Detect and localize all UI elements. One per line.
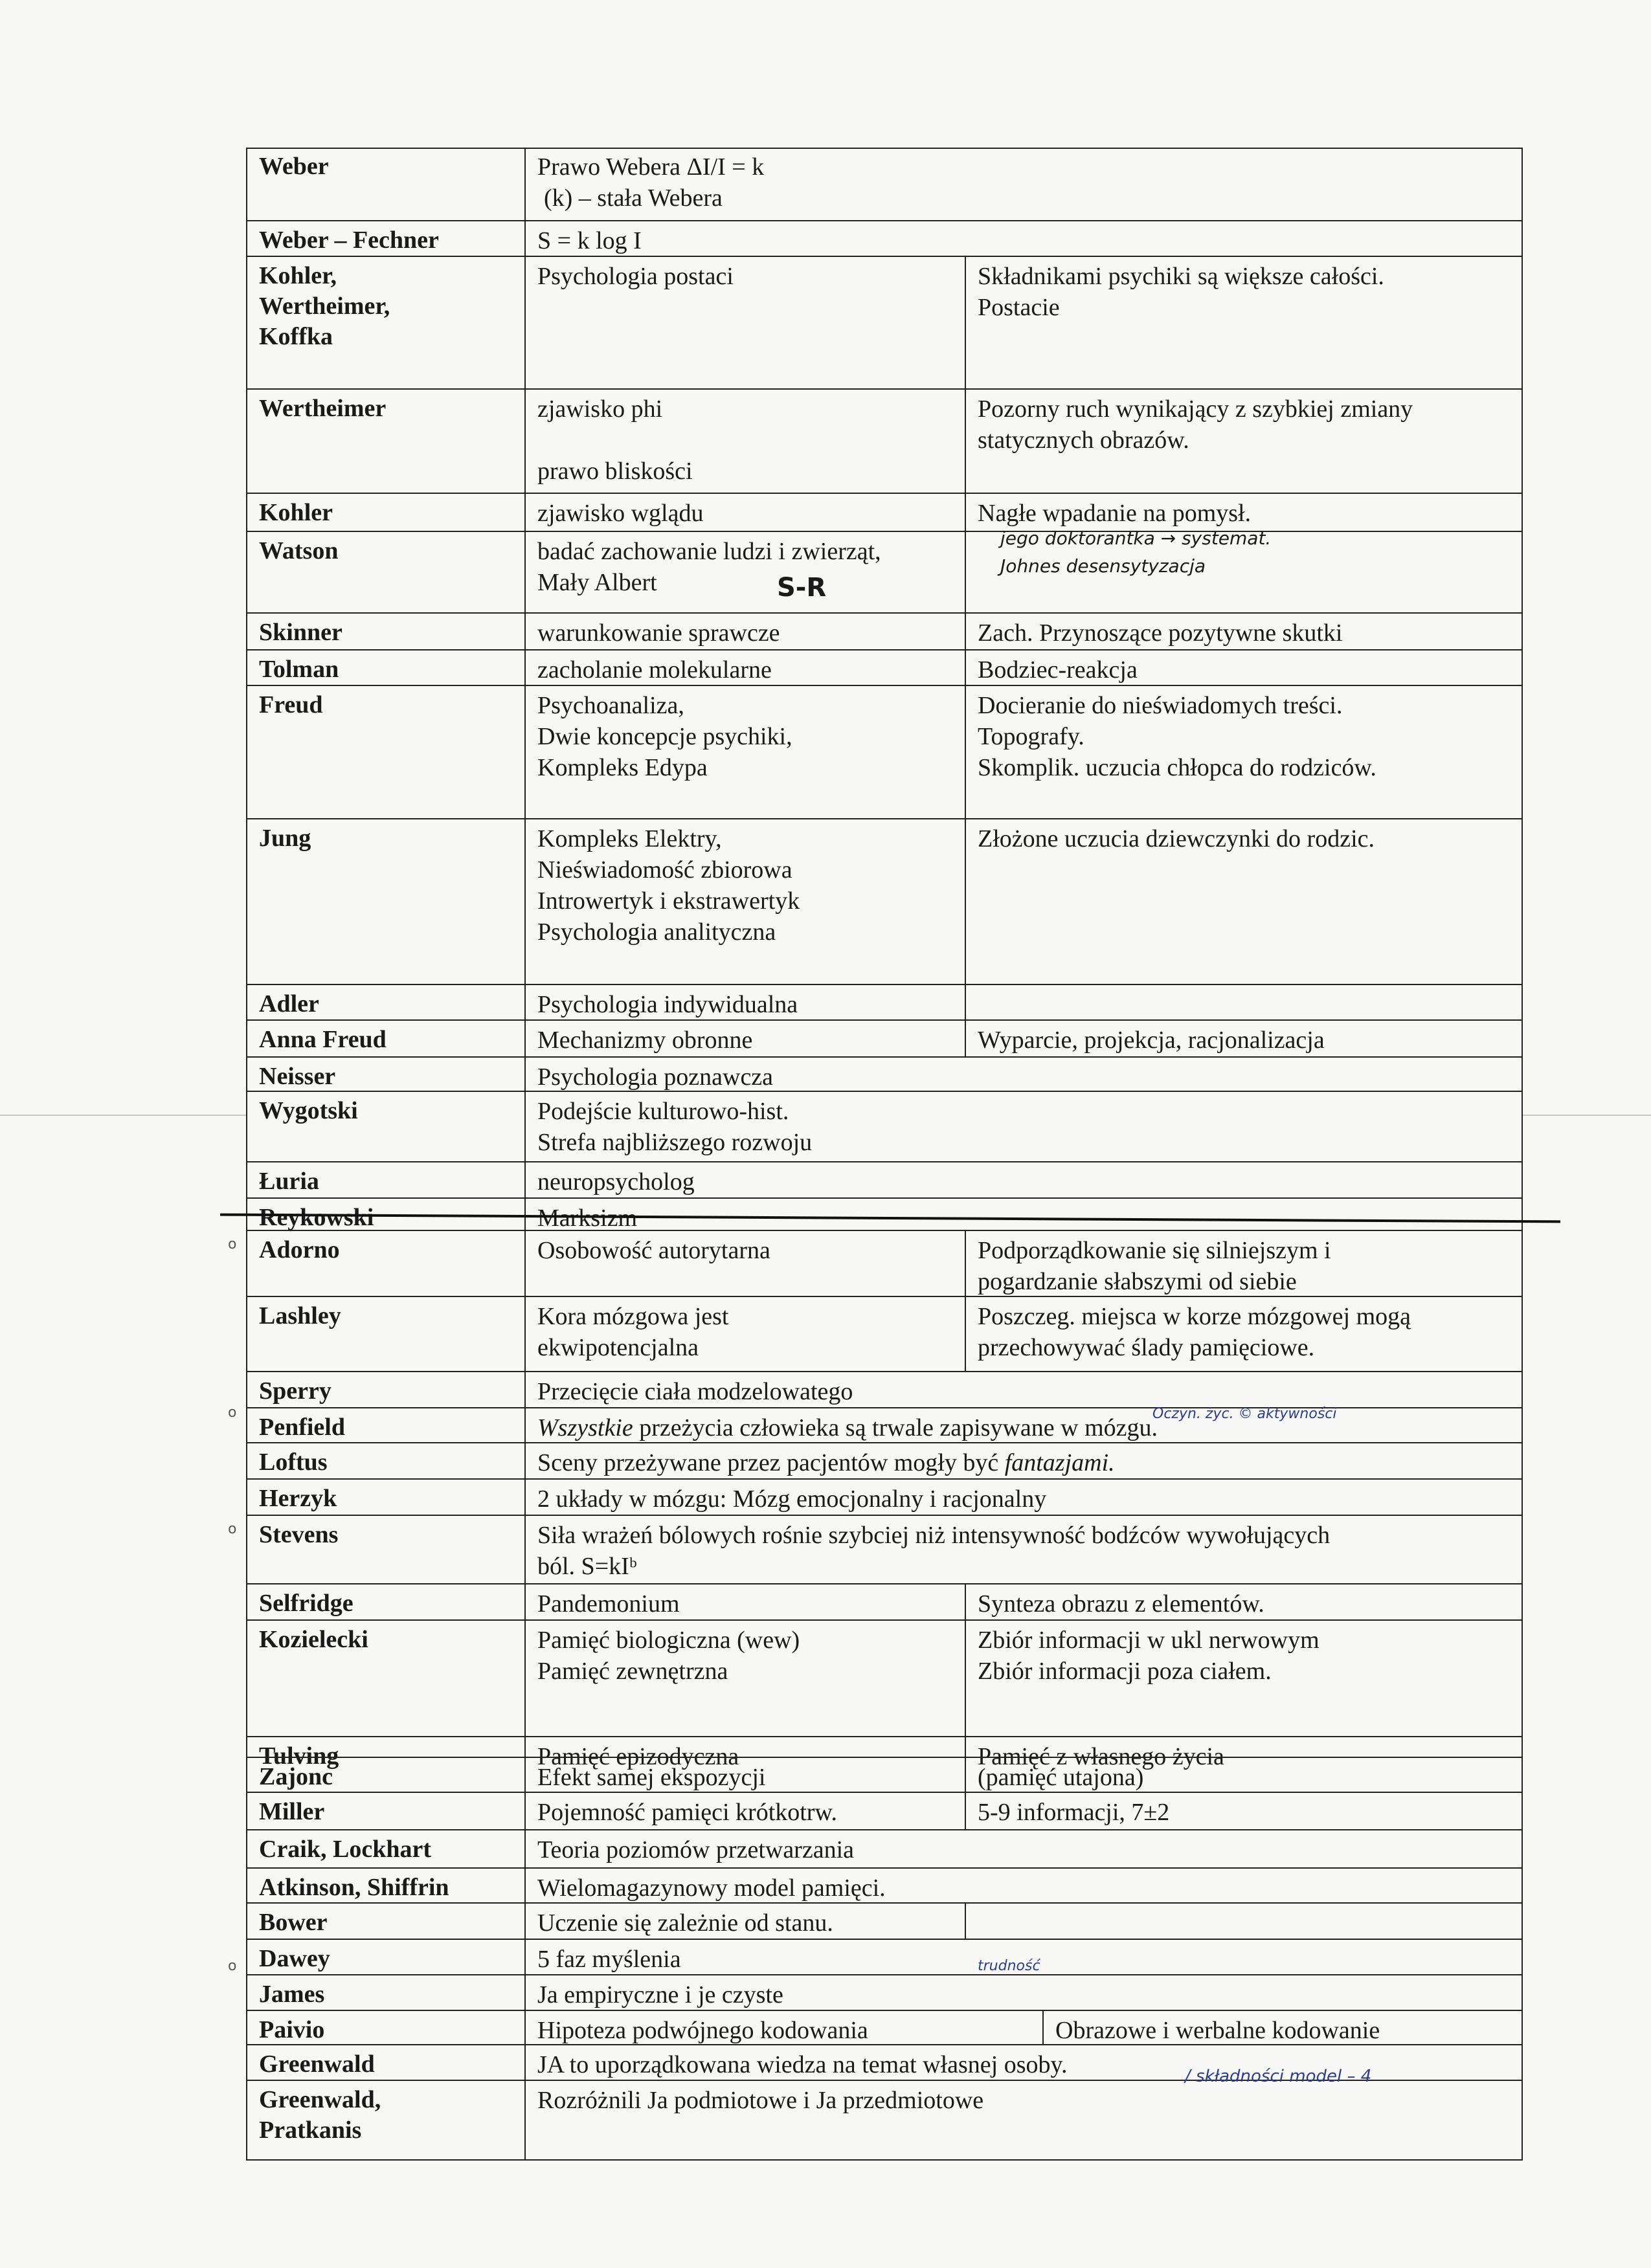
- row-concept: [537, 2015, 868, 2046]
- description-line: Skomplik. uczucia chłopca do rodziców.: [978, 754, 1376, 781]
- column-divider: [965, 494, 966, 532]
- handwritten-note: Oczyn. życ. © aktywności: [1152, 1406, 1337, 1422]
- description-line: Synteza obrazu z elementów.: [978, 1590, 1264, 1618]
- table-row: [246, 1974, 1523, 2010]
- row-concept: [537, 1873, 886, 1904]
- row-concept: [537, 498, 703, 529]
- handwritten-note: jego doktorantka → systemat.: [1000, 528, 1272, 549]
- concept-line: neuropsycholog: [537, 1168, 695, 1195]
- table-row: [246, 1296, 1523, 1371]
- row-description: [978, 1301, 1411, 1363]
- concept-line: Mały Albert: [537, 569, 657, 596]
- row-name: Herzyk: [259, 1485, 337, 1512]
- description-line: Zbiór informacji poza ciałem.: [978, 1658, 1272, 1685]
- row-name: Watson: [259, 537, 339, 564]
- table-row: [246, 1867, 1523, 1902]
- row-name: Paivio: [259, 2016, 325, 2043]
- handwritten-note: Johnes desensytyzacja: [1000, 555, 1206, 577]
- row-name: Neisser: [259, 1063, 336, 1090]
- concept-line: Siła wrażeń bólowych rośnie szybciej niż intensywność bodźców wywołujących: [537, 1522, 1331, 1549]
- concept-line: Sceny przeżywane przez pacjentów mogły być fantazjami.: [537, 1449, 1115, 1476]
- concept-line: JA to uporządkowana wiedza na temat własnej osoby.: [537, 2051, 1068, 2078]
- concept-line: Psychologia indywidualna: [537, 991, 798, 1018]
- row-concept: [537, 654, 772, 685]
- column-divider: [965, 1621, 966, 1737]
- table-row: [246, 388, 1523, 493]
- column-divider: [965, 390, 966, 494]
- row-concept: [537, 617, 780, 649]
- row-description: [978, 1797, 1169, 1828]
- row-description: [978, 1588, 1264, 1619]
- row-concept: [537, 1096, 812, 1158]
- row-name: Kohler: [259, 499, 333, 526]
- concept-line: Uczenie się zależnie od stanu.: [537, 1909, 833, 1937]
- row-concept: [537, 1484, 1046, 1515]
- table-row: [246, 1442, 1523, 1478]
- row-name: Jung: [259, 825, 311, 852]
- handwritten-note: / składności model – 4: [1185, 2067, 1372, 2086]
- table-row: [246, 649, 1523, 685]
- column-divider: [1042, 2011, 1044, 2045]
- margin-mark: o: [228, 1958, 237, 1974]
- row-concept: [537, 1062, 773, 1093]
- concept-line: Psychologia postaci: [537, 263, 734, 290]
- row-concept: [537, 1834, 854, 1865]
- row-name: Craik, Lockhart: [259, 1836, 431, 1863]
- notes-table: [246, 148, 1523, 2161]
- concept-line: zjawisko wglądu: [537, 500, 704, 527]
- table-row: [246, 1736, 1523, 1770]
- row-name: Skinner: [259, 619, 343, 646]
- concept-line: (k) – stała Webera: [544, 184, 723, 212]
- row-name: Lashley: [259, 1302, 341, 1329]
- row-name: Weber – Fechner: [259, 227, 439, 254]
- description-line: Pozorny ruch wynikający z szybkiej zmiany: [978, 395, 1413, 423]
- description-line: statycznych obrazów.: [978, 427, 1189, 454]
- concept-line: ekwipotencjalna: [537, 1334, 699, 1361]
- table-row: [246, 1902, 1523, 1939]
- concept-line: Pamięć zewnętrzna: [537, 1658, 728, 1685]
- description-line: Poszczeg. miejsca w korze mózgowej mogą: [978, 1303, 1411, 1330]
- row-name: James: [259, 1981, 325, 2008]
- description-line: Obrazowe i werbalne kodowanie: [1055, 2017, 1380, 2044]
- margin-mark: o: [228, 1521, 237, 1537]
- table-row: [246, 1939, 1523, 1974]
- description-line: 5-9 informacji, 7±2: [978, 1799, 1170, 1826]
- description-line: Podporządkowanie się silniejszym i: [978, 1237, 1331, 1264]
- row-concept: [537, 151, 764, 214]
- table-row: [246, 493, 1523, 531]
- row-concept: [537, 225, 642, 256]
- concept-line: Wielomagazynowy model pamięci.: [537, 1874, 886, 1902]
- column-divider: [965, 1297, 966, 1372]
- column-divider: [965, 819, 966, 985]
- column-divider: [965, 1737, 966, 1758]
- concept-line: Mechanizmy obronne: [537, 1027, 753, 1054]
- row-name: Kohler, Wertheimer, Koffka: [259, 262, 390, 350]
- table-row: [246, 1197, 1523, 1230]
- description-line: Pamięć z własnego życia: [978, 1743, 1224, 1770]
- concept-line: Psychologia analityczna: [537, 918, 776, 946]
- row-name: Zajonc: [259, 1763, 333, 1790]
- table-row: [246, 1161, 1523, 1197]
- concept-line: warunkowanie sprawcze: [537, 619, 780, 647]
- row-concept: [537, 1235, 770, 1266]
- description-line: Zbiór informacji w ukl nerwowym: [978, 1627, 1320, 1654]
- row-name: Reykowski: [259, 1204, 374, 1231]
- table-row: [246, 1583, 1523, 1619]
- concept-line: ból. S=kIᵇ: [537, 1553, 637, 1580]
- concept-line: 2 układy w mózgu: Mózg emocjonalny i racjonalny: [537, 1485, 1047, 1513]
- table-row: [246, 2010, 1523, 2044]
- row-name: Tolman: [259, 656, 339, 683]
- column-divider: [965, 614, 966, 650]
- row-concept: [537, 1520, 1330, 1582]
- description-line: Wyparcie, projekcja, racjonalizacja: [978, 1027, 1325, 1054]
- concept-line: Pamięć biologiczna (wew): [537, 1627, 800, 1654]
- concept-line: Pojemność pamięci krótkotrw.: [537, 1799, 837, 1826]
- row-concept: [537, 989, 798, 1020]
- row-description: [978, 1235, 1331, 1297]
- fold-line-left: [0, 1115, 246, 1116]
- concept-line: zjawisko phi: [537, 395, 663, 423]
- row-concept: [537, 2049, 1068, 2080]
- column-divider: [965, 257, 966, 390]
- italic-word: Wszystkie: [537, 1414, 633, 1441]
- concept-line: Nieświadomość zbiorowa: [537, 856, 792, 884]
- concept-line: Kompleks Edypa: [537, 754, 708, 781]
- row-name: Adler: [259, 990, 319, 1017]
- row-name: Tulving: [259, 1742, 339, 1770]
- concept-line: 5 faz myślenia: [537, 1946, 681, 1973]
- row-description: [978, 690, 1376, 783]
- description-line: (pamięć utajona): [978, 1764, 1144, 1791]
- row-name: Freud: [259, 691, 323, 718]
- row-concept: [537, 1979, 783, 2010]
- column-divider: [965, 985, 966, 1021]
- column-divider: [965, 1584, 966, 1621]
- description-line: Nagłe wpadanie na pomysł.: [978, 500, 1252, 527]
- handwritten-note: S-R: [777, 573, 827, 603]
- concept-line: Marksizm: [537, 1205, 638, 1232]
- row-name: Weber: [259, 153, 329, 180]
- row-concept: [537, 1376, 853, 1407]
- row-name: Dawey: [259, 1945, 330, 1972]
- row-name: Wygotski: [259, 1097, 358, 1124]
- concept-line: Efekt samej ekspozycji: [537, 1764, 766, 1791]
- row-description: [978, 617, 1343, 649]
- concept-line: Przecięcie ciała modzelowatego: [537, 1378, 853, 1405]
- table-row: [246, 612, 1523, 649]
- concept-line: Teoria poziomów przetwarzania: [537, 1836, 854, 1863]
- table-row: [246, 1515, 1523, 1583]
- row-concept: [537, 1301, 728, 1363]
- row-concept: [537, 823, 800, 948]
- row-name: Penfield: [259, 1414, 345, 1441]
- margin-mark: o: [228, 1405, 237, 1421]
- row-name: Bower: [259, 1909, 328, 1936]
- row-concept: [537, 1412, 1158, 1443]
- row-description: [978, 261, 1384, 323]
- concept-line: Introwertyk i ekstrawertyk: [537, 887, 800, 915]
- concept-line: Strefa najbliższego rozwoju: [537, 1129, 813, 1156]
- row-description: [978, 1625, 1320, 1687]
- table-row: [246, 1478, 1523, 1515]
- row-concept: [537, 1166, 695, 1197]
- row-name: Wertheimer: [259, 395, 387, 422]
- row-name: Stevens: [259, 1521, 339, 1548]
- row-concept: [537, 1797, 837, 1828]
- concept-line: zacholanie molekularne: [537, 656, 772, 684]
- table-row: [246, 984, 1523, 1019]
- table-row: [246, 685, 1523, 818]
- row-concept: [537, 261, 734, 292]
- concept-line: Rozróżnili Ja podmiotowe i Ja przedmiotowe: [537, 2087, 984, 2114]
- concept-line: Pamięć epizodyczna: [537, 1743, 739, 1770]
- row-name: Selfridge: [259, 1590, 354, 1617]
- column-divider: [965, 1758, 966, 1793]
- table-row: [246, 1619, 1523, 1736]
- description-line: pogardzanie słabszymi od siebie: [978, 1268, 1297, 1295]
- table-row: [246, 1371, 1523, 1407]
- concept-line: Wszystkie przeżycia człowieka są trwale zapisywane w mózgu.: [537, 1414, 1158, 1441]
- concept-line: S = k log I: [537, 227, 642, 254]
- table-row: [246, 1019, 1523, 1056]
- description-line: Złożone uczucia dziewczynki do rodzic.: [978, 825, 1375, 852]
- row-concept: [537, 1762, 765, 1793]
- row-concept: [537, 1025, 752, 1056]
- concept-line: Hipoteza podwójnego kodowania: [537, 2017, 868, 2044]
- row-concept: [537, 1944, 681, 1975]
- description-line: Postacie: [978, 294, 1060, 321]
- concept-line: Psychoanaliza,: [537, 692, 684, 719]
- row-concept: [537, 1907, 833, 1939]
- row-concept: [537, 1203, 637, 1234]
- column-divider: [965, 650, 966, 686]
- table-row: [246, 1829, 1523, 1867]
- italic-word: fantazjami.: [1004, 1449, 1115, 1476]
- concept-line: Kompleks Elektry,: [537, 825, 722, 852]
- table-row: [246, 818, 1523, 984]
- row-name: Greenwald, Pratkanis: [259, 2086, 381, 2144]
- table-row: [246, 1091, 1523, 1161]
- row-concept: [537, 1625, 800, 1687]
- row-concept: [537, 1588, 680, 1619]
- table-row: [246, 1056, 1523, 1091]
- column-divider: [965, 1021, 966, 1058]
- concept-line: Podejście kulturowo-hist.: [537, 1098, 789, 1125]
- description-line: Bodziec-reakcja: [978, 656, 1138, 684]
- row-name: Greenwald: [259, 2051, 375, 2078]
- row-description: [978, 498, 1251, 529]
- concept-line: Psychologia poznawcza: [537, 1063, 774, 1091]
- row-description: [978, 654, 1138, 685]
- concept-line: Pandemonium: [537, 1590, 680, 1618]
- table-row: [246, 148, 1523, 220]
- concept-line: prawo bliskości: [537, 458, 693, 485]
- column-divider: [965, 532, 966, 614]
- row-concept: [537, 2085, 983, 2116]
- table-row: [246, 531, 1523, 612]
- concept-line: Ja empiryczne i je czyste: [537, 1981, 783, 2008]
- row-concept: [537, 394, 693, 487]
- row-name: Kozielecki: [259, 1626, 368, 1653]
- handwritten-note: trudność: [978, 1958, 1040, 1974]
- row-description: [978, 1762, 1143, 1793]
- concept-line: badać zachowanie ludzi i zwierząt,: [537, 538, 881, 565]
- column-divider: [965, 686, 966, 819]
- concept-line: Dwie koncepcje psychiki,: [537, 723, 792, 750]
- row-description: [978, 394, 1413, 456]
- row-name: Atkinson, Shiffrin: [259, 1874, 449, 1901]
- row-description: [1055, 2015, 1380, 2046]
- concept-line: Osobowość autorytarna: [537, 1237, 770, 1264]
- column-divider: [965, 1793, 966, 1830]
- description-line: Zach. Przynoszące pozytywne skutki: [978, 619, 1343, 647]
- row-concept: [537, 536, 881, 598]
- row-name: Sperry: [259, 1377, 331, 1405]
- row-concept: [537, 690, 792, 783]
- table-row: [246, 1230, 1523, 1296]
- row-name: Łuria: [259, 1168, 319, 1195]
- column-divider: [965, 1904, 966, 1940]
- row-description: [978, 1025, 1325, 1056]
- table-row: [246, 220, 1523, 256]
- margin-mark: o: [228, 1236, 237, 1252]
- table-row: [246, 1792, 1523, 1829]
- row-name: Miller: [259, 1798, 325, 1825]
- description-line: Docieranie do nieświadomych treści.: [978, 692, 1343, 719]
- concept-line: Prawo Webera ΔI/I = k: [537, 153, 765, 181]
- description-line: przechowywać ślady pamięciowe.: [978, 1334, 1315, 1361]
- description-line: Topografy.: [978, 723, 1084, 750]
- row-description: [978, 823, 1375, 854]
- row-name: Anna Freud: [259, 1026, 387, 1053]
- description-line: Składnikami psychiki są większe całości.: [978, 263, 1384, 290]
- row-concept: [537, 1447, 1115, 1478]
- table-row: [246, 1757, 1523, 1792]
- table-row: [246, 2080, 1523, 2161]
- concept-line: Kora mózgowa jest: [537, 1303, 729, 1330]
- row-name: Adorno: [259, 1236, 340, 1263]
- table-row: [246, 256, 1523, 388]
- row-name: Loftus: [259, 1449, 328, 1476]
- column-divider: [965, 1231, 966, 1297]
- fold-line-right: [1523, 1115, 1651, 1116]
